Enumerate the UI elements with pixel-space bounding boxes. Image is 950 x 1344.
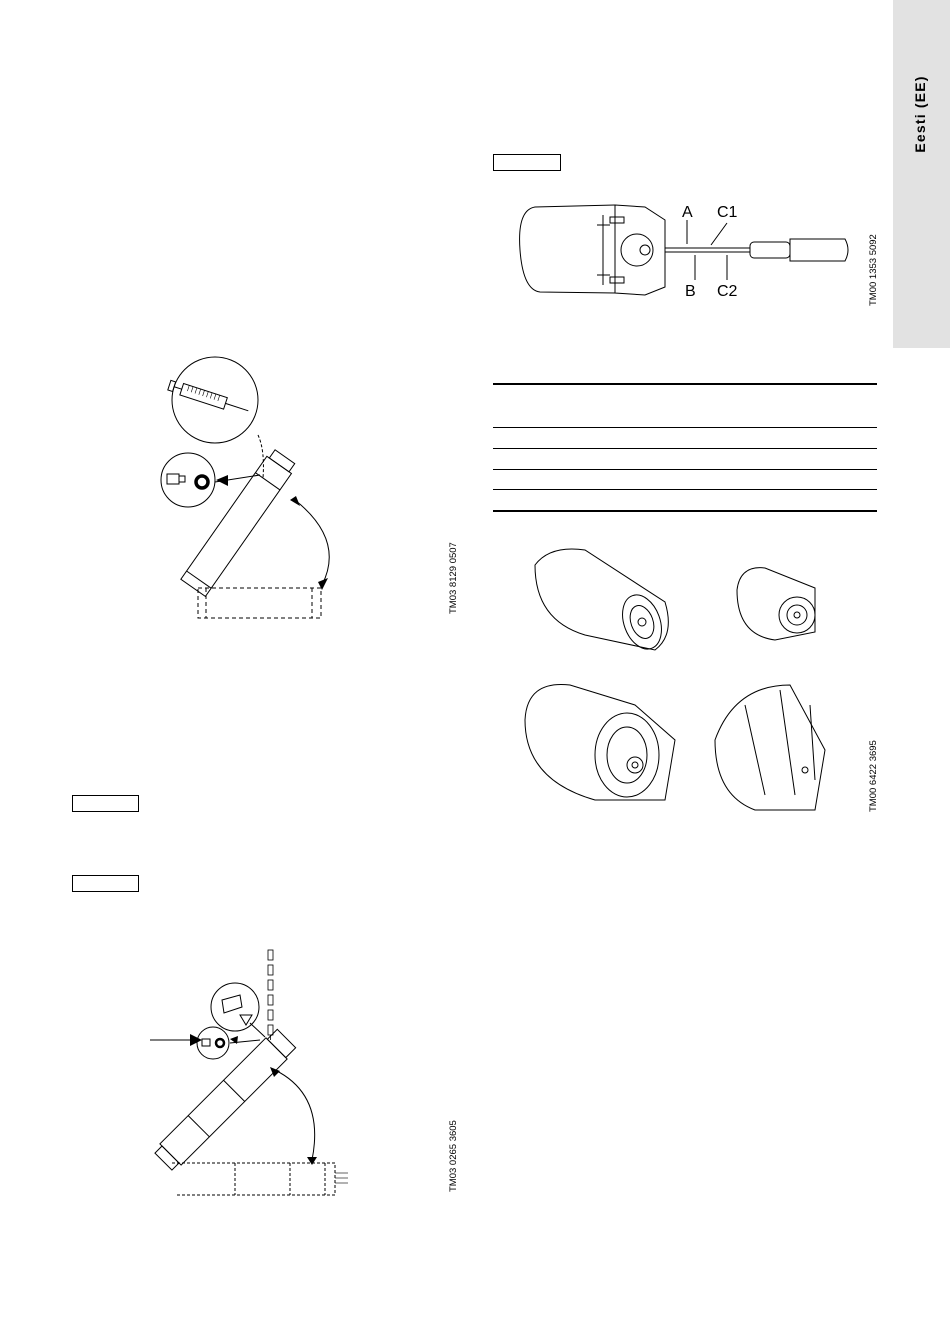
label-c2: C2	[717, 283, 738, 300]
hoist-illustration	[140, 945, 370, 1205]
table-bottom-rule	[493, 510, 877, 512]
label-b: B	[685, 283, 696, 300]
table-top-rule	[493, 383, 877, 385]
table-row-rule	[493, 489, 877, 490]
table-row-rule	[493, 469, 877, 470]
screwdriver-illustration	[515, 195, 865, 305]
label-c1: C1	[717, 204, 738, 221]
note-box	[493, 154, 561, 171]
shaft-types-illustration	[515, 540, 865, 820]
table-row-rule	[493, 427, 877, 428]
note-box	[72, 875, 139, 892]
figure-code-screwdriver: TM00 1353 5092	[868, 234, 879, 306]
language-tab	[893, 0, 950, 348]
motor-priming-illustration	[150, 350, 350, 630]
note-box	[72, 795, 139, 812]
table-row-rule	[493, 448, 877, 449]
language-tab-label: Eesti (EE)	[912, 75, 928, 153]
label-a: A	[682, 204, 693, 221]
figure-code-priming: TM03 8129 0507	[448, 542, 459, 614]
figure-code-hoist: TM03 0265 3605	[448, 1120, 459, 1192]
figure-code-shaft-types: TM00 6422 3695	[868, 740, 879, 812]
